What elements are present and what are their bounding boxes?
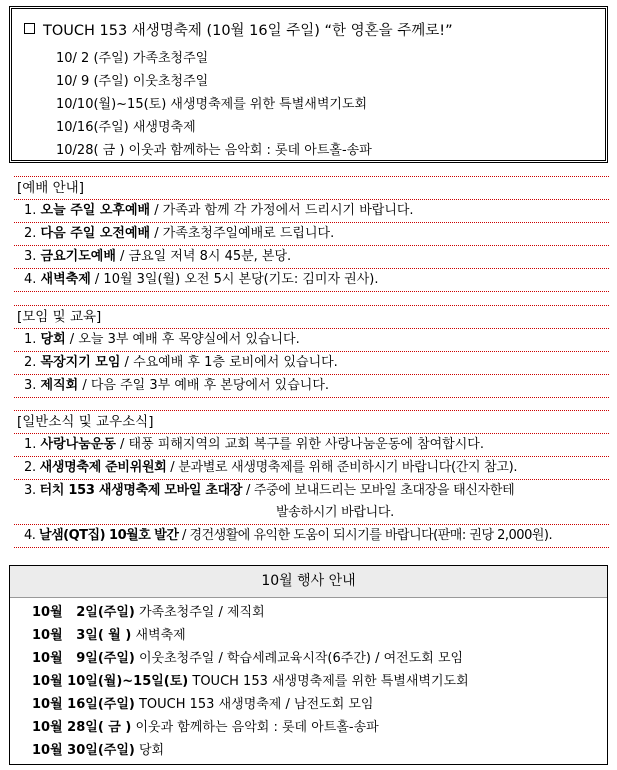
item-number: 2. bbox=[24, 460, 36, 475]
event-date: 10월 3일( 월 ) bbox=[32, 628, 132, 643]
festival-notice-box bbox=[9, 6, 608, 163]
october-events-list bbox=[10, 598, 607, 762]
event-item bbox=[32, 693, 607, 716]
item-desc: / 수요예배 후 1층 로비에서 있습니다. bbox=[120, 355, 338, 370]
event-date: 10월 30일(주일) bbox=[32, 743, 135, 758]
item-number: 3. bbox=[24, 378, 37, 393]
item-title: 다음 주일 오전예배 bbox=[40, 226, 151, 241]
meetings-heading: [모임 및 교육] bbox=[14, 305, 609, 329]
meeting-item bbox=[14, 329, 609, 352]
item-desc: / 분과별로 새생명축제를 위해 준비하시기 바랍니다(간지 참고). bbox=[166, 460, 518, 475]
item-desc: / 가족초청주일예배로 드립니다. bbox=[150, 226, 335, 241]
event-item bbox=[32, 601, 607, 624]
item-desc: / 오늘 3부 예배 후 목양실에서 있습니다. bbox=[65, 332, 300, 347]
worship-heading: [예배 안내] bbox=[14, 176, 609, 200]
festival-schedule-item: 10/ 9 (주일) 이웃초청주일 bbox=[56, 74, 209, 89]
festival-schedule-item: 10/ 2 (주일) 가족초청주일 bbox=[56, 51, 209, 66]
item-desc: / 경건생활에 유익한 도움이 되시기를 바랍니다(판매: 권당 2,000원). bbox=[178, 528, 553, 543]
news-item bbox=[14, 480, 609, 525]
worship-item bbox=[14, 223, 609, 246]
event-text: 이웃과 함께하는 음악회 : 롯데 아트홀-송파 bbox=[131, 720, 379, 735]
festival-schedule-item: 10/28( 금 ) 이웃과 함께하는 음악회 : 롯데 아트홀-송파 bbox=[56, 143, 372, 158]
checkbox-square-icon bbox=[24, 23, 35, 34]
festival-schedule-item: 10/16(주일) 새생명축제 bbox=[56, 120, 196, 135]
meeting-item bbox=[14, 375, 609, 397]
october-events-heading: 10월 행사 안내 bbox=[10, 566, 607, 598]
worship-item bbox=[14, 246, 609, 269]
event-item bbox=[32, 739, 607, 762]
item-title: 금요기도예배 bbox=[40, 249, 116, 264]
item-desc-continued: 발송하시기 바랍니다. bbox=[276, 505, 394, 520]
item-title: 새생명축제 준비위원회 bbox=[39, 460, 167, 475]
event-date: 10월 16일(주일) bbox=[32, 697, 135, 712]
event-item bbox=[32, 716, 607, 739]
item-number: 4. bbox=[24, 528, 36, 543]
event-text: 가족초청주일 / 제직회 bbox=[134, 605, 265, 620]
item-desc: / 금요일 저녁 8시 45분, 본당. bbox=[115, 249, 292, 264]
festival-notice-title-row bbox=[24, 19, 453, 40]
festival-notice-title: TOUCH 153 새생명축제 (10월 16일 주일) “한 영혼을 주께로!” bbox=[43, 23, 453, 39]
item-title: 날샘(QT집) 10월호 발간 bbox=[39, 528, 179, 543]
item-title: 목장지기 모임 bbox=[40, 355, 121, 370]
item-desc: / 다음 주일 3부 예배 후 본당에서 있습니다. bbox=[78, 378, 330, 393]
worship-item bbox=[14, 200, 609, 223]
item-number: 3. bbox=[24, 249, 37, 264]
item-title: 터치 153 새생명축제 모바일 초대장 bbox=[39, 483, 243, 498]
event-item bbox=[32, 624, 607, 647]
event-date: 10월 28일( 금 ) bbox=[32, 720, 132, 735]
item-title: 새벽축제 bbox=[40, 272, 91, 287]
item-title: 당회 bbox=[40, 332, 66, 347]
item-title: 사랑나눔운동 bbox=[40, 437, 116, 452]
event-date: 10월 10일(월)~15일(토) bbox=[32, 674, 189, 689]
event-date: 10월 2일(주일) bbox=[32, 605, 135, 620]
event-item bbox=[32, 670, 607, 693]
item-title: 오늘 주일 오후예배 bbox=[40, 203, 151, 218]
item-number: 1. bbox=[24, 437, 37, 452]
item-number: 1. bbox=[24, 203, 37, 218]
festival-schedule-item: 10/10(월)~15(토) 새생명축제를 위한 특별새벽기도회 bbox=[56, 97, 368, 112]
event-item bbox=[32, 647, 607, 670]
worship-item bbox=[14, 269, 609, 291]
news-section bbox=[14, 410, 609, 548]
festival-schedule-list bbox=[56, 47, 372, 162]
news-item bbox=[14, 457, 609, 480]
item-number: 2. bbox=[24, 355, 37, 370]
item-number: 1. bbox=[24, 332, 37, 347]
meetings-section bbox=[14, 305, 609, 398]
event-text: 새벽축제 bbox=[131, 628, 186, 643]
meeting-item bbox=[14, 352, 609, 375]
item-desc: / 가족과 함께 각 가정에서 드리시기 바랍니다. bbox=[150, 203, 414, 218]
news-heading: [일반소식 및 교우소식] bbox=[14, 410, 609, 434]
item-title: 제직회 bbox=[40, 378, 79, 393]
item-desc: / 주중에 보내드리는 모바일 초대장을 태신자한테 bbox=[242, 483, 515, 498]
item-number: 4. bbox=[24, 272, 37, 287]
event-text: 이웃초청주일 / 학습세례교육시작(6주간) / 여전도회 모임 bbox=[134, 651, 464, 666]
item-number: 2. bbox=[24, 226, 37, 241]
event-text: 당회 bbox=[134, 743, 165, 758]
news-item bbox=[14, 525, 609, 547]
worship-section bbox=[14, 176, 609, 292]
event-date: 10월 9일(주일) bbox=[32, 651, 135, 666]
item-desc: / 태풍 피해지역의 교회 복구를 위한 사랑나눔운동에 참여합시다. bbox=[115, 437, 484, 452]
news-item bbox=[14, 434, 609, 457]
item-desc: / 10월 3일(월) 오전 5시 본당(기도: 김미자 권사). bbox=[90, 272, 379, 287]
event-text: TOUCH 153 새생명축제 / 남전도회 모임 bbox=[134, 697, 374, 712]
item-number: 3. bbox=[24, 483, 36, 498]
october-events-box bbox=[9, 565, 608, 765]
event-text: TOUCH 153 새생명축제를 위한 특별새벽기도회 bbox=[188, 674, 469, 689]
